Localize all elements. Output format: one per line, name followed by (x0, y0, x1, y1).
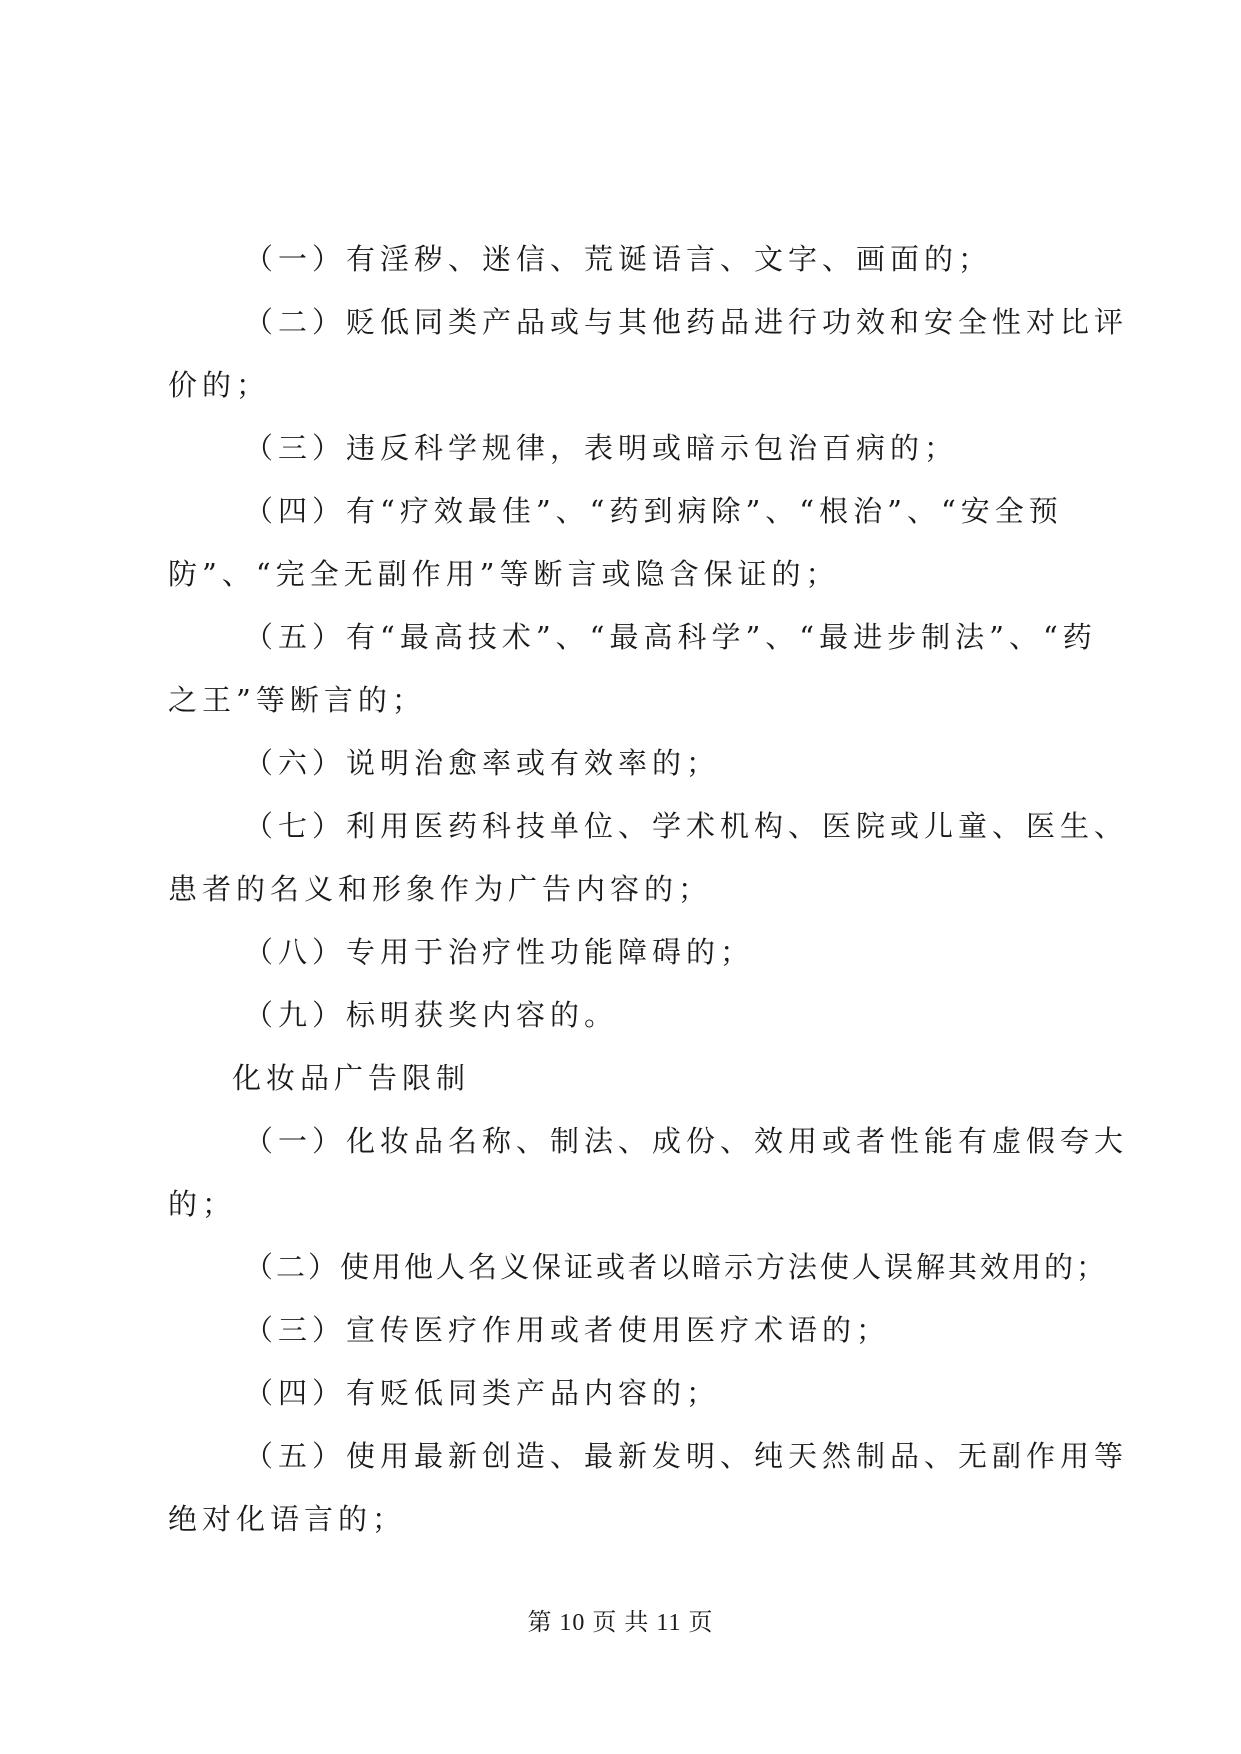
drug-ad-item-7: （七）利用医药科技单位、学术机构、医院或儿童、医生、 (244, 809, 1129, 843)
cosmetic-ad-item-4: （四）有贬低同类产品内容的； (244, 1376, 721, 1410)
page-footer: 第 10 页 共 11 页 (527, 1610, 714, 1636)
drug-ad-item-5: （五）有“最高技术”、“最高科学”、“最进步制法”、“药 (244, 620, 1097, 654)
drug-ad-item-9: （九）标明获奖内容的。 (244, 998, 619, 1032)
drug-ad-item-2: （二）贬低同类产品或与其他药品进行功效和安全性对比评 (244, 305, 1129, 339)
drug-ad-item-4: （四）有“疗效最佳”、“药到病除”、“根治”、“安全预 (244, 494, 1063, 528)
drug-ad-item-6: （六）说明治愈率或有效率的； (244, 746, 721, 780)
drug-ad-item-2-cont: 价的； (168, 368, 271, 402)
cosmetic-ad-item-3: （三）宣传医疗作用或者使用医疗术语的； (244, 1313, 891, 1347)
drug-ad-item-7-cont: 患者的名义和形象作为广告内容的； (168, 872, 713, 906)
cosmetic-ad-item-1-cont: 的； (168, 1187, 237, 1221)
drug-ad-item-1: （一）有淫秽、迷信、荒诞语言、文字、画面的； (244, 242, 993, 276)
document-body (168, 228, 1129, 1551)
drug-ad-item-4-cont: 防”、“完全无副作用”等断言或隐含保证的； (168, 557, 840, 591)
cosmetic-ad-item-5: （五）使用最新创造、最新发明、纯天然制品、无副作用等 (244, 1439, 1129, 1473)
drug-ad-item-3: （三）违反科学规律，表明或暗示包治百病的； (244, 431, 959, 465)
cosmetic-ad-item-2: （二）使用他人名义保证或者以暗示方法使人误解其效用的； (244, 1250, 1109, 1284)
cosmetic-ad-item-1: （一）化妆品名称、制法、成份、效用或者性能有虚假夸大 (244, 1124, 1129, 1158)
drug-ad-item-5-cont: 之王”等断言的； (168, 683, 426, 717)
drug-ad-item-8: （八）专用于治疗性功能障碍的； (244, 935, 755, 969)
section-heading-cosmetics: 化妆品广告限制 (232, 1061, 471, 1095)
cosmetic-ad-item-5-cont: 绝对化语言的； (168, 1502, 407, 1536)
